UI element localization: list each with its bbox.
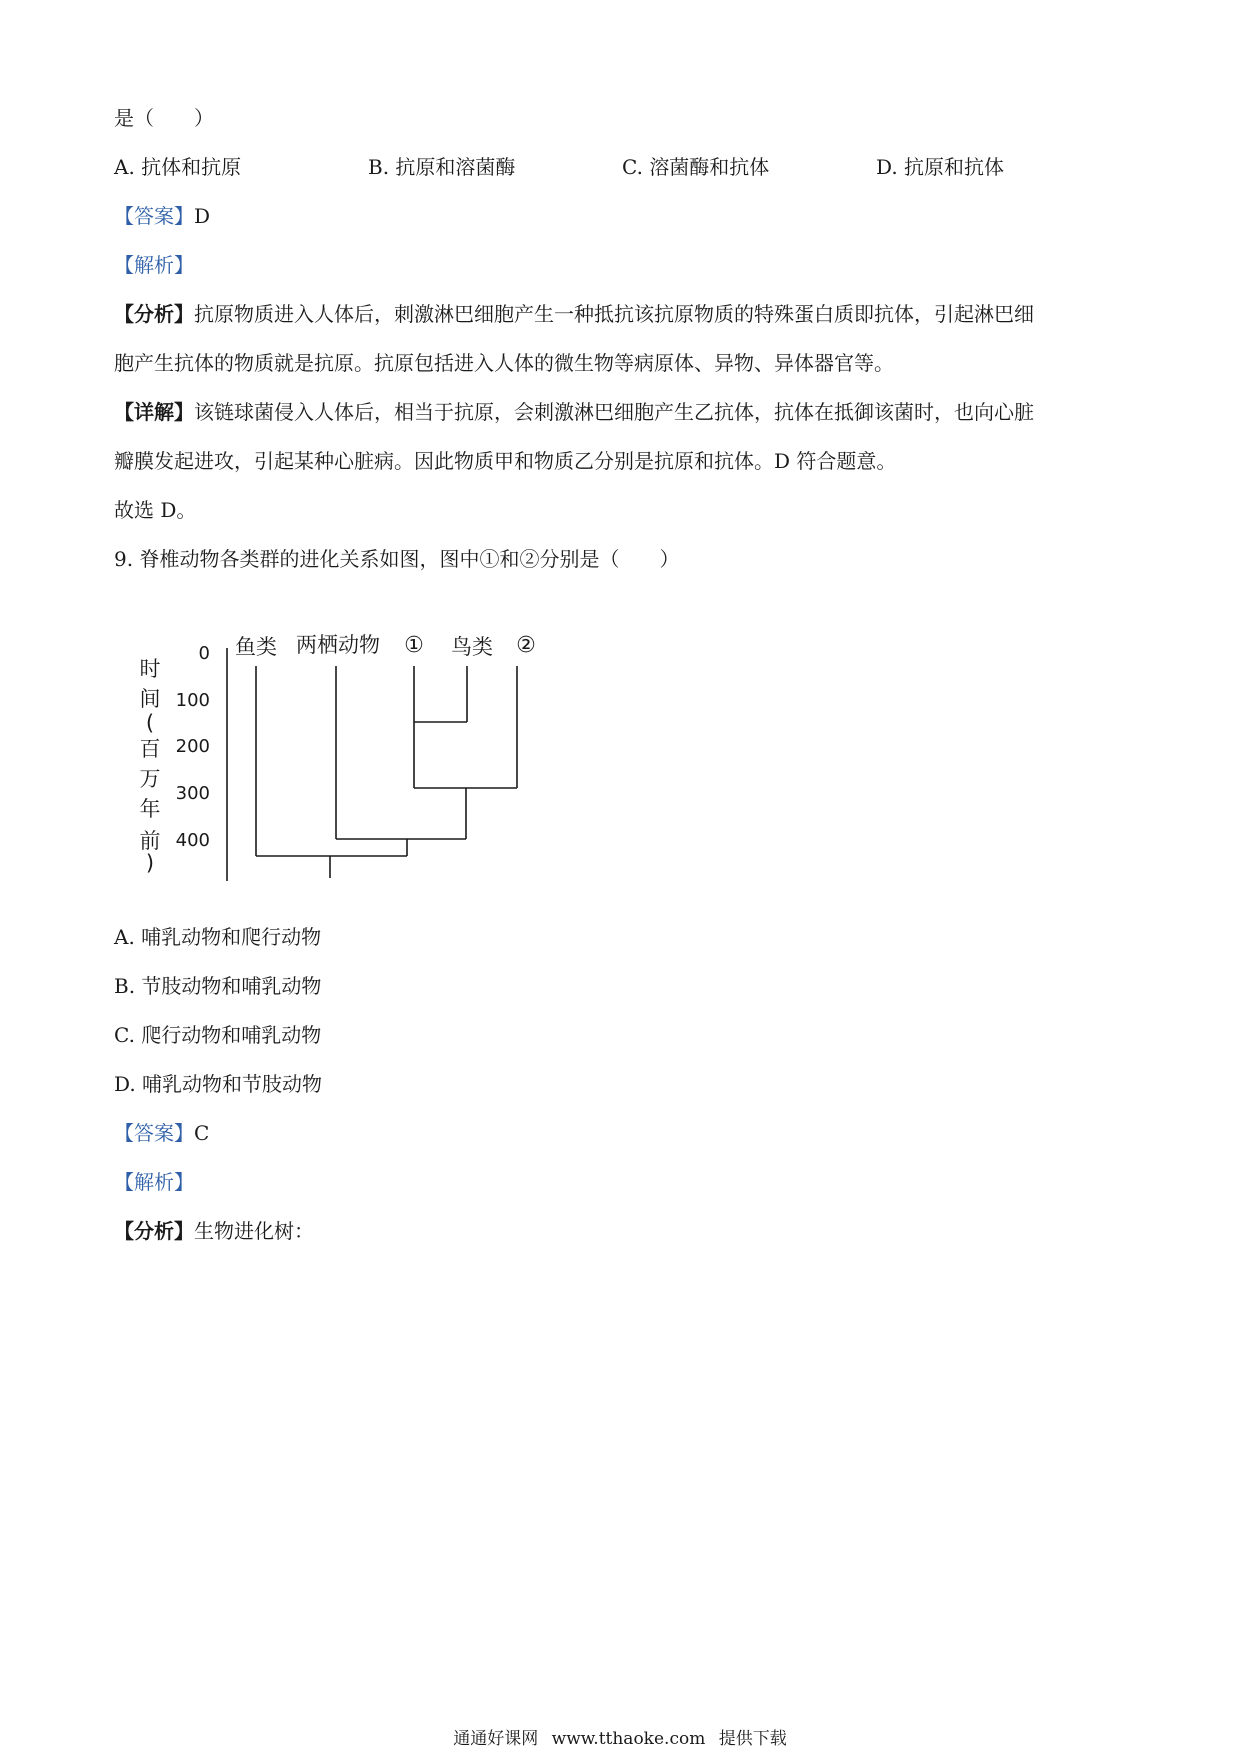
taxon-amphibian-label: 两栖动物 bbox=[296, 633, 380, 657]
q9-stem: 9. 脊椎动物各类群的进化关系如图，图中①和②分别是（ ） bbox=[114, 547, 680, 571]
axis-title-char: ) bbox=[145, 851, 155, 875]
q8-option-a: A. 抗体和抗原 bbox=[114, 155, 242, 179]
q8-option-b: B. 抗原和溶菌酶 bbox=[368, 155, 516, 179]
q8-option-c: C. 溶菌酶和抗体 bbox=[622, 155, 770, 179]
evolution-tree-figure bbox=[130, 616, 550, 886]
q9-answer: 【答案】C bbox=[114, 1121, 210, 1145]
axis-title-char: ( bbox=[145, 711, 155, 735]
q9-fenxi: 【分析】生物进化树： bbox=[114, 1219, 314, 1243]
axis-title-char: 年 bbox=[139, 797, 161, 821]
tick-label: 100 bbox=[175, 690, 210, 711]
tick-label: 0 bbox=[198, 643, 210, 664]
q9-option-d: D. 哺乳动物和节肢动物 bbox=[114, 1072, 323, 1096]
q8-stem-tail: 是（ ） bbox=[114, 106, 214, 130]
q8-fenxi-line-2: 胞产生抗体的物质就是抗原。抗原包括进入人体的微生物等病原体、异物、异体器官等。 bbox=[114, 351, 894, 375]
q8-xiangjie-line-2: 瓣膜发起进攻，引起某种心脏病。因此物质甲和物质乙分别是抗原和抗体。D 符合题意。 bbox=[114, 449, 897, 473]
taxon-2-label: ② bbox=[516, 633, 536, 658]
footer-site-name: 通通好课网 bbox=[453, 1729, 539, 1749]
tick-label: 400 bbox=[175, 830, 210, 851]
axis-title-char: 万 bbox=[139, 767, 161, 791]
q9-option-c: C. 爬行动物和哺乳动物 bbox=[114, 1023, 322, 1047]
q8-xiangjie-line-1: 【详解】该链球菌侵入人体后，相当于抗原，会刺激淋巴细胞产生乙抗体，抗体在抵御该菌时，也向心脏 bbox=[114, 400, 1034, 424]
axis-title-char: 百 bbox=[139, 737, 161, 761]
footer-suffix: 提供下载 bbox=[718, 1729, 787, 1749]
axis-title-char: 前 bbox=[139, 829, 161, 853]
q8-conclusion: 故选 D。 bbox=[114, 498, 197, 522]
footer-url[interactable]: www.tthaoke.com bbox=[551, 1729, 706, 1749]
axis-title-char: 间 bbox=[139, 687, 161, 711]
taxon-bird-label: 鸟类 bbox=[451, 635, 493, 659]
q9-option-a: A. 哺乳动物和爬行动物 bbox=[114, 925, 322, 949]
tick-label: 200 bbox=[175, 736, 210, 757]
tree-branches bbox=[256, 666, 517, 878]
taxon-fish-label: 鱼类 bbox=[235, 635, 277, 659]
q9-analysis-heading: 【解析】 bbox=[114, 1170, 194, 1194]
tick-label: 300 bbox=[175, 783, 210, 804]
q8-option-d: D. 抗原和抗体 bbox=[876, 155, 1005, 179]
page-footer bbox=[0, 1724, 1240, 1749]
q8-answer: 【答案】D bbox=[114, 204, 211, 228]
q9-option-b: B. 节肢动物和哺乳动物 bbox=[114, 974, 322, 998]
q8-analysis-heading: 【解析】 bbox=[114, 253, 194, 277]
axis-title-char: 时 bbox=[139, 657, 161, 681]
taxon-1-label: ① bbox=[404, 633, 424, 658]
q8-fenxi-line-1: 【分析】抗原物质进入人体后，刺激淋巴细胞产生一种抵抗该抗原物质的特殊蛋白质即抗体，引起淋巴细 bbox=[114, 302, 1034, 326]
